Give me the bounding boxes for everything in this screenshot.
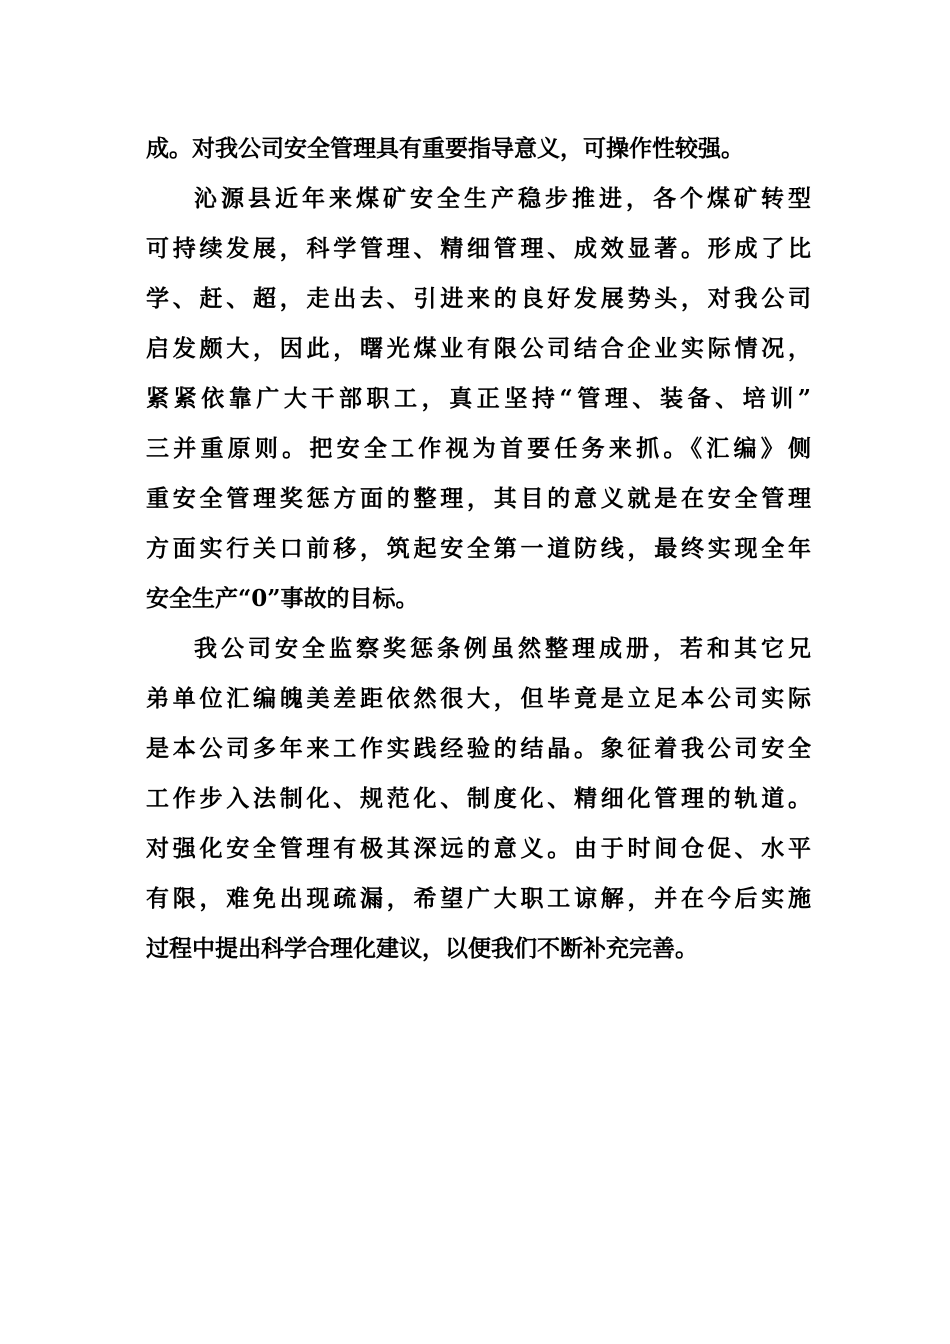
text-line: 弟单位汇编魄美差距依然很大，但毕竟是立足本公司实际	[146, 685, 811, 712]
text-line: 是本公司多年来工作实践经验的结晶。象征着我公司安全	[146, 735, 811, 762]
text-line: 方面实行关口前移，筑起安全第一道防线，最终实现全年	[146, 535, 811, 562]
text-line: 启发颇大，因此，曙光煤业有限公司结合企业实际情况，	[146, 335, 811, 362]
text-line: 有限，难免出现疏漏，希望广大职工谅解，并在今后实施	[146, 885, 811, 912]
text-line: 可持续发展，科学管理、精细管理、成效显著。形成了比	[146, 235, 811, 262]
paragraph-first-line: 我公司安全监察奖惩条例虽然整理成册，若和其它兄	[194, 635, 811, 662]
text-line: 工作步入法制化、规范化、制度化、精细化管理的轨道。	[146, 785, 811, 812]
text-line: 成。对我公司安全管理具有重要指导意义，可操作性较强。	[146, 135, 744, 162]
text-line: 对强化安全管理有极其深远的意义。由于时间仓促、水平	[146, 835, 811, 862]
paragraph-last-line: 过程中提出科学合理化建议，以便我们不断补充完善。	[146, 935, 698, 962]
text-line: 重安全管理奖惩方面的整理，其目的意义就是在安全管理	[146, 485, 811, 512]
text-line: 三并重原则。把安全工作视为首要任务来抓。《汇编》侧	[146, 435, 811, 462]
text-line: 学、赶、超，走出去、引进来的良好发展势头，对我公司	[146, 285, 811, 312]
text-line: 紧紧依靠广大干部职工，真正坚持“管理、装备、培训”	[146, 385, 811, 412]
paragraph-first-line: 沁源县近年来煤矿安全生产稳步推进，各个煤矿转型	[194, 185, 811, 212]
body-text	[146, 124, 811, 974]
paragraph-last-line: 安全生产“0”事故的目标。	[146, 585, 419, 612]
